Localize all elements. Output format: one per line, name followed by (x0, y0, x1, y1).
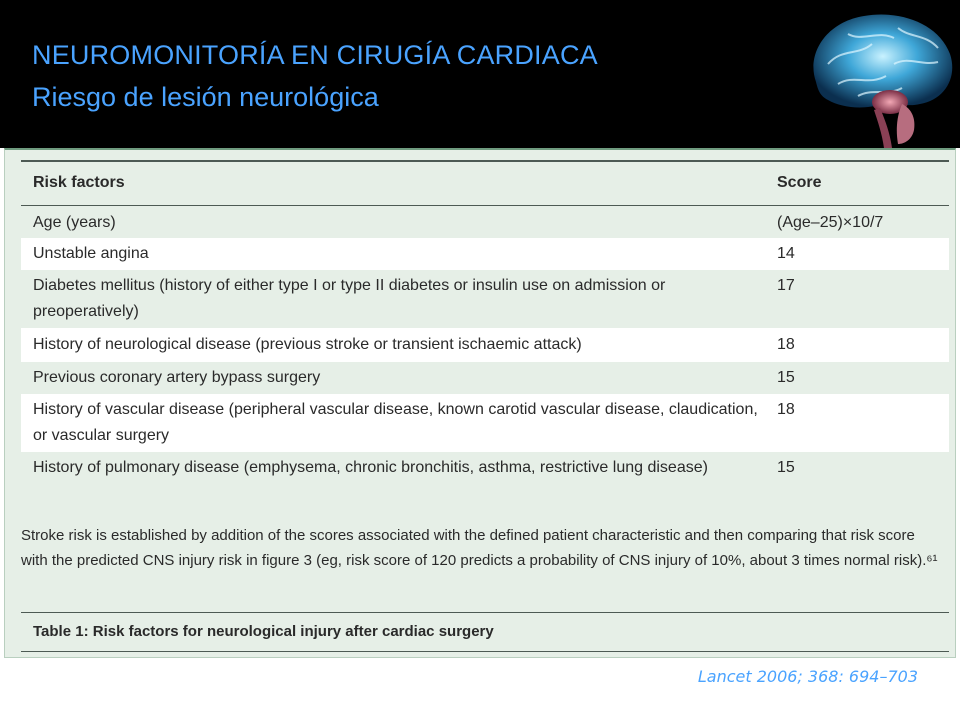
brain-icon (798, 4, 960, 148)
score-cell: 15 (777, 459, 795, 476)
risk-table-panel (4, 148, 956, 658)
score-cell: 17 (777, 277, 795, 294)
column-header-risk-factors: Risk factors (33, 174, 125, 191)
table-caption-label: Table 1: (33, 623, 89, 640)
column-header-score: Score (777, 174, 822, 191)
score-cell: 14 (777, 245, 795, 262)
table-row (21, 328, 949, 362)
score-cell: 18 (777, 336, 795, 353)
table-row (21, 452, 949, 508)
table-row (21, 270, 949, 328)
risk-factor-cell: History of pulmonary disease (emphysema, chronic bronchitis, asthma, restrictive lung disease) (33, 459, 708, 476)
table-row (21, 208, 949, 238)
table-row (21, 362, 949, 394)
citation: Lancet 2006; 368: 694–703 (697, 667, 918, 686)
risk-factor-cell: Age (years) (33, 214, 116, 231)
slide-header (0, 0, 960, 148)
risk-factor-cell: History of neurological disease (previous stroke or transient ischaemic attack) (33, 336, 582, 353)
table-caption-title: Risk factors for neurological injury after cardiac surgery (92, 623, 494, 640)
slide-title: NEUROMONITORÍA EN CIRUGÍA CARDIACA (32, 40, 598, 70)
risk-factor-cell: History of vascular disease (peripheral vascular disease, known carotid vascular disease, claudication, or vascular surgery (33, 401, 758, 444)
table-caption (21, 612, 949, 652)
table-row (21, 238, 949, 270)
score-cell: 18 (777, 401, 795, 418)
slide-subtitle: Riesgo de lesión neurológica (32, 82, 379, 112)
risk-factor-cell: Unstable angina (33, 245, 149, 262)
table-row (21, 394, 949, 452)
risk-factor-cell: Previous coronary artery bypass surgery (33, 369, 321, 386)
score-cell: (Age–25)×10/7 (777, 214, 884, 231)
table-header (21, 160, 949, 206)
table-caption-text (33, 623, 494, 640)
table-footnote: Stroke risk is established by addition of the scores associated with the defined patient characteristic and then comparing that risk score with the predicted CNS injury risk in figure 3 (eg, risk score of 120 predicts a probability of CNS injury of 10%, about 3 times normal risk).⁶¹ (21, 527, 938, 569)
risk-factor-cell: Diabetes mellitus (history of either type I or type II diabetes or insulin use on admission or preoperatively) (33, 277, 666, 320)
score-cell: 15 (777, 369, 795, 386)
